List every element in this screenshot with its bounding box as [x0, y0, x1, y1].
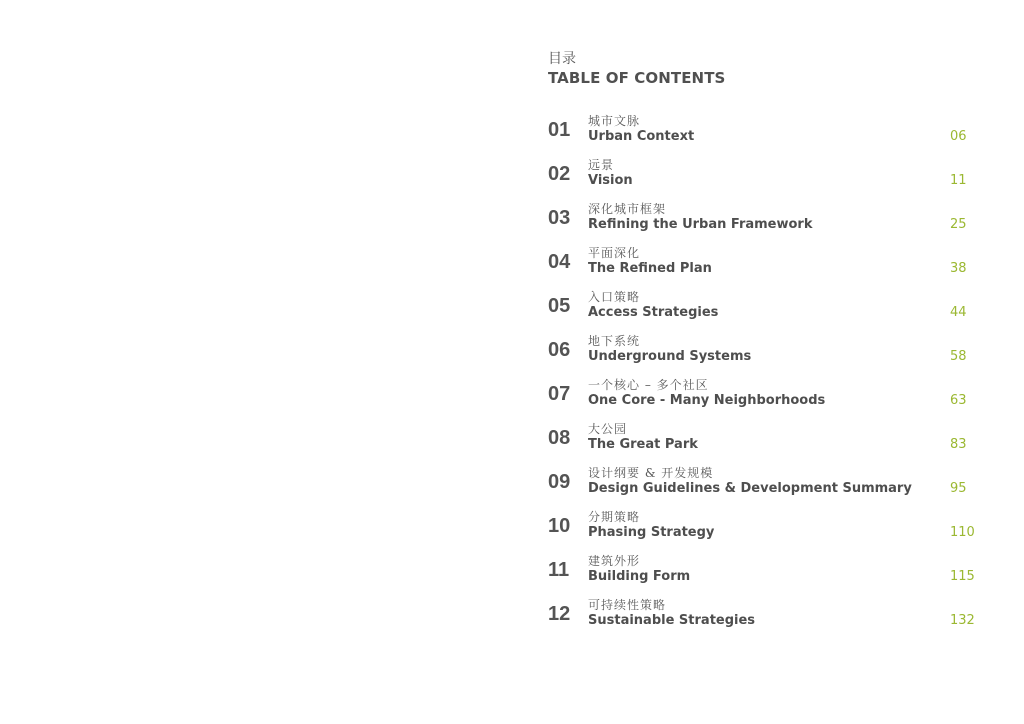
toc-entry-title-chinese: 深化城市框架 — [588, 202, 667, 216]
toc-entry-number: 02 — [548, 163, 571, 185]
toc-entry-number: 09 — [548, 471, 571, 493]
toc-entry-title-chinese: 城市文脉 — [588, 114, 641, 128]
toc-entry[interactable] — [548, 596, 988, 640]
toc-entry-number: 04 — [548, 251, 571, 273]
toc-heading-chinese: 目录 — [548, 51, 576, 67]
toc-entry-title-chinese: 一个核心 – 多个社区 — [588, 378, 709, 392]
toc-entry-page-number: 132 — [950, 613, 975, 628]
toc-entry-page-number: 58 — [950, 349, 967, 364]
toc-entry[interactable] — [548, 376, 988, 420]
toc-entry-number: 12 — [548, 603, 571, 625]
toc-entry-title-english: Building Form — [588, 569, 691, 584]
toc-entry-number: 08 — [548, 427, 571, 449]
toc-entry-list — [548, 112, 988, 640]
toc-entry-number: 06 — [548, 339, 571, 361]
toc-entry-title-chinese: 建筑外形 — [588, 554, 641, 568]
toc-entry-number: 01 — [548, 119, 571, 141]
toc-entry-page-number: 11 — [950, 173, 967, 188]
toc-entry-title-chinese: 地下系统 — [588, 334, 641, 348]
toc-entry[interactable] — [548, 332, 988, 376]
toc-entry-title-english: Urban Context — [588, 129, 695, 144]
toc-entry-title-chinese: 平面深化 — [588, 246, 641, 260]
toc-heading-english: TABLE OF CONTENTS — [548, 69, 726, 87]
toc-entry-title-chinese: 远景 — [588, 158, 615, 172]
toc-entry-page-number: 25 — [950, 217, 967, 232]
toc-entry-title-english: Underground Systems — [588, 349, 752, 364]
toc-entry-title-chinese: 设计纲要 & 开发规模 — [588, 466, 714, 480]
toc-entry[interactable] — [548, 464, 988, 508]
toc-entry-number: 03 — [548, 207, 571, 229]
toc-entry[interactable] — [548, 552, 988, 596]
toc-entry-page-number: 95 — [950, 481, 967, 496]
toc-entry-title-english: One Core - Many Neighborhoods — [588, 393, 826, 408]
toc-entry-title-english: The Great Park — [588, 437, 698, 452]
toc-entry-title-english: Refining the Urban Framework — [588, 217, 813, 232]
toc-entry-title-english: The Refined Plan — [588, 261, 712, 276]
toc-entry[interactable] — [548, 200, 988, 244]
toc-entry-page-number: 38 — [950, 261, 967, 276]
toc-entry-page-number: 44 — [950, 305, 967, 320]
table-of-contents — [548, 50, 988, 628]
toc-entry-title-english: Design Guidelines & Development Summary — [588, 481, 912, 496]
toc-entry-title-chinese: 分期策略 — [588, 510, 641, 524]
toc-entry-title-chinese: 入口策略 — [588, 290, 641, 304]
toc-entry-number: 10 — [548, 515, 571, 537]
toc-entry-page-number: 06 — [950, 129, 967, 144]
toc-entry-page-number: 115 — [950, 569, 975, 584]
toc-entry-page-number: 110 — [950, 525, 975, 540]
toc-entry-title-chinese: 可持续性策略 — [588, 598, 667, 612]
toc-entry-page-number: 63 — [950, 393, 967, 408]
toc-entry-number: 07 — [548, 383, 571, 405]
toc-entry-title-english: Phasing Strategy — [588, 525, 715, 540]
toc-entry[interactable] — [548, 288, 988, 332]
toc-entry-number: 11 — [548, 559, 570, 581]
toc-entry[interactable] — [548, 156, 988, 200]
toc-entry-number: 05 — [548, 295, 571, 317]
toc-entry[interactable] — [548, 112, 988, 156]
toc-entry-title-english: Vision — [588, 173, 633, 188]
toc-entry-title-english: Access Strategies — [588, 305, 719, 320]
toc-entry[interactable] — [548, 508, 988, 552]
toc-entry-title-english: Sustainable Strategies — [588, 613, 756, 628]
toc-entry[interactable] — [548, 244, 988, 288]
toc-entry-page-number: 83 — [950, 437, 967, 452]
toc-entry-title-chinese: 大公园 — [588, 422, 628, 436]
toc-entry[interactable] — [548, 420, 988, 464]
